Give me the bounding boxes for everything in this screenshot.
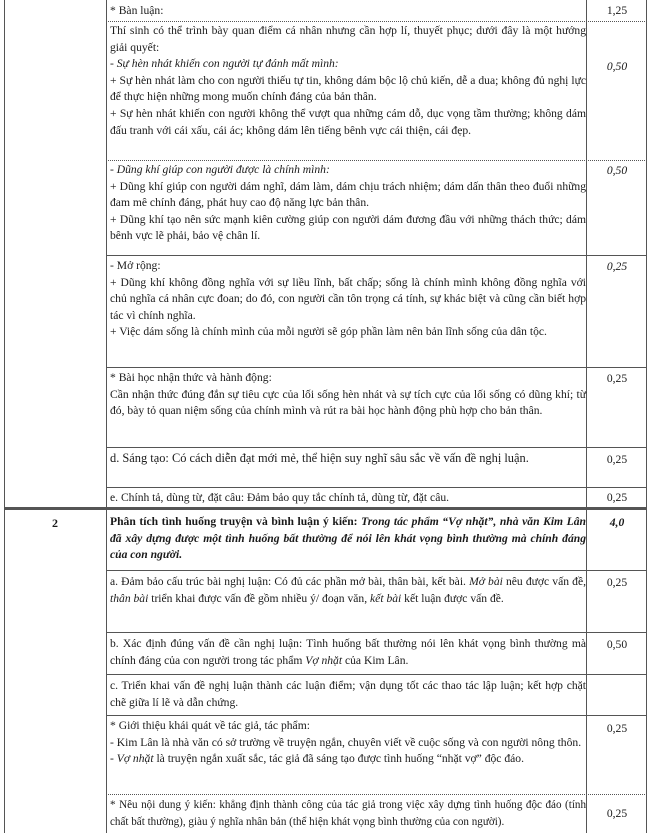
dung-khi-point-2: + Dũng khí tạo nên sức mạnh kiên cường giúp con người dám đương đầu với những thách thức; dám bênh vực lẽ phải, bảo vệ chân lí.	[110, 212, 586, 243]
introduction-score: 0,25	[606, 722, 628, 735]
criterion-a-text	[110, 574, 586, 607]
hen-nhat-cell	[110, 23, 586, 139]
dung-khi-score: 0,50	[606, 164, 628, 177]
hen-nhat-intro: Thí sinh có thể trình bày quan điểm cá nhân nhưng cần hợp lí, thuyết phục; dưới đây là một hướng giải quyết:	[110, 24, 586, 54]
question-2-score: 4,0	[609, 516, 625, 529]
criterion-b-cell	[110, 636, 586, 669]
column-divider-score	[586, 0, 587, 833]
criterion-b-text	[110, 636, 586, 669]
criterion-a-score: 0,25	[606, 576, 628, 589]
criterion-a-cell	[110, 574, 586, 607]
opinion-text: * Nêu nội dung ý kiến: khẳng định thành công của tác giả trong việc xây dựng tình huống độc đáo (tính chất bất thường), giàu ý nghĩa nhân bản (thể hiện khát vọng bình thường của con người).	[110, 799, 586, 828]
question-divider	[4, 507, 647, 510]
question-2-text	[110, 514, 586, 564]
hen-nhat-title: - Sự hèn nhát khiến con người tự đánh mất mình:	[110, 57, 339, 71]
row-divider	[106, 715, 647, 716]
hen-nhat-point-2: + Sự hèn nhát khiến con người không thể vượt qua những cám dỗ, dục vọng tầm thường; không dám đấu tranh với cái xấu, cái ác; không dám lên tiếng bênh vực cái thiện, cái đẹp.	[110, 106, 586, 137]
criterion-b-score: 0,50	[606, 638, 628, 651]
row-divider	[106, 487, 647, 488]
table-border-right	[646, 0, 647, 833]
chinh-ta-text: e. Chính tả, dùng từ, đặt câu: Đảm bảo quy tắc chính tả, dùng từ, đặt câu.	[110, 491, 450, 504]
row-divider	[106, 21, 647, 22]
dung-khi-cell	[110, 162, 586, 245]
chinh-ta-cell	[110, 490, 586, 507]
mo-rong-point-1: + Dũng khí không đồng nghĩa với sự liều lĩnh, bất chấp; sống là chính mình không đồng nghĩa với chủ nghĩa cá nhân cực đoan; do đó, con người cần tôn trọng cá tính, sự khác biệt và cũng cần biết hợp tác vì chính nghĩa.	[110, 275, 586, 322]
introduction-title: * Giới thiệu khái quát về tác giả, tác phẩm:	[110, 719, 310, 732]
row-divider	[106, 570, 647, 571]
criterion-b-title: Vợ nhặt	[305, 653, 343, 667]
introduction-point-1: - Kim Lân là nhà văn có sở trường về truyện ngắn, chuyên viết về cuộc sống và con người nông thôn.	[110, 735, 582, 749]
chinh-ta-score: 0,25	[606, 491, 628, 504]
sang-tao-cell	[110, 450, 586, 467]
bai-hoc-text: Cần nhận thức đúng đắn sự tiêu cực của lối sống hèn nhát và sự tích cực của lối sống có dũng khí; từ đó, bày tỏ quan niệm sống của chính mình và rút ra bài học hành động phù hợp cho bản thân.	[110, 387, 586, 418]
criterion-a-mo-bai: Mở bài	[469, 575, 503, 588]
row-divider	[106, 160, 647, 161]
ban-luan-title: * Bàn luận:	[110, 4, 164, 17]
criterion-a-part-2: nêu được vấn đề,	[502, 575, 586, 588]
row-divider	[106, 367, 647, 368]
criterion-a-than-bai: thân bài	[110, 591, 149, 605]
ban-luan-heading	[110, 3, 586, 20]
dung-khi-title: - Dũng khí giúp con người được là chính mình:	[110, 163, 330, 176]
mo-rong-score: 0,25	[606, 260, 628, 273]
dung-khi-point-1: + Dũng khí giúp con người dám nghĩ, dám làm, dám chịu trách nhiệm; dám dấn thân theo đuổi những đam mê chính đáng, phát huy cao độ năng lực bản thân.	[110, 179, 586, 210]
row-divider	[106, 674, 647, 675]
bai-hoc-title: * Bài học nhận thức và hành động:	[110, 371, 272, 384]
criterion-c-text: c. Triển khai vấn đề nghị luận thành các luận điểm; vận dụng tốt các thao tác lập luận; kết hợp chặt chẽ giữa lí lẽ và dẫn chứng.	[110, 679, 586, 709]
introduction-work-title: Vợ nhặt	[116, 752, 154, 766]
row-divider	[106, 447, 647, 448]
hen-nhat-point-1: + Sự hèn nhát làm cho con người thiếu tự tin, không dám bộc lộ chủ kiến, dễ a dua; không đủ nghị lực để thực hiện những mong muốn chính đáng của bản thân.	[110, 73, 586, 104]
row-divider	[106, 255, 647, 256]
introduction-cell	[110, 718, 586, 768]
table-border-left	[4, 0, 5, 833]
question-number: 2	[52, 516, 58, 530]
hen-nhat-score: 0,50	[606, 60, 628, 73]
opinion-cell	[110, 797, 586, 830]
criterion-c-cell	[110, 678, 586, 711]
mo-rong-point-2: + Việc dám sống là chính mình của mỗi người sẽ góp phần làm nên bản lĩnh sống của dân tộc.	[110, 325, 547, 339]
column-divider-number	[106, 0, 107, 833]
criterion-a-part-1: a. Đảm bảo cấu trúc bài nghị luận: Có đủ các phần mở bài, thân bài, kết bài.	[110, 575, 470, 588]
bai-hoc-cell	[110, 370, 586, 420]
sang-tao-text: d. Sáng tạo: Có cách diễn đạt mới mẻ, thể hiện suy nghĩ sâu sắc về vấn đề nghị luận.	[110, 451, 529, 465]
mo-rong-cell	[110, 258, 586, 341]
introduction-point-2: - Vợ nhặt là truyện ngắn xuất sắc, tác giả đã sáng tạo được tình huống “nhặt vợ” độc đáo.	[110, 752, 524, 766]
question-2-prompt	[110, 514, 586, 564]
row-divider	[106, 632, 647, 633]
introduction-point-2-text: là truyện ngắn xuất sắc, tác giả đã sáng tạo được tình huống “nhặt vợ” độc đáo.	[153, 752, 524, 766]
criterion-a-part-4: kết luận được vấn đề.	[401, 591, 504, 605]
question-2-rest: Trong tác phẩm “Vợ nhặt”, nhà văn Kim Lân đã xây dựng được một tình huống bất thường để nói lên khát vọng bình thường mà chính đáng của con người.	[110, 515, 586, 562]
ban-luan-score: 1,25	[606, 4, 628, 17]
sang-tao-score: 0,25	[606, 453, 628, 466]
criterion-a-ket-bai: kết bài	[370, 591, 402, 605]
bai-hoc-score: 0,25	[606, 372, 628, 385]
question-2-lead: Phân tích tình huống truyện và bình luận ý kiến:	[110, 515, 358, 528]
criterion-b-part-2: của Kim Lân.	[342, 653, 409, 667]
criterion-a-part-3: triển khai được vấn đề gồm nhiều ý/ đoạn văn,	[148, 591, 371, 605]
row-divider	[106, 794, 647, 795]
criterion-b-part-1: b. Xác định đúng vấn đề cần nghị luận: Tình huống bất thường nói lên khát vọng bình thường mà chính đáng của con người trong tác phẩm	[110, 637, 586, 667]
opinion-score: 0,25	[606, 807, 628, 820]
mo-rong-title: - Mở rộng:	[110, 259, 161, 272]
